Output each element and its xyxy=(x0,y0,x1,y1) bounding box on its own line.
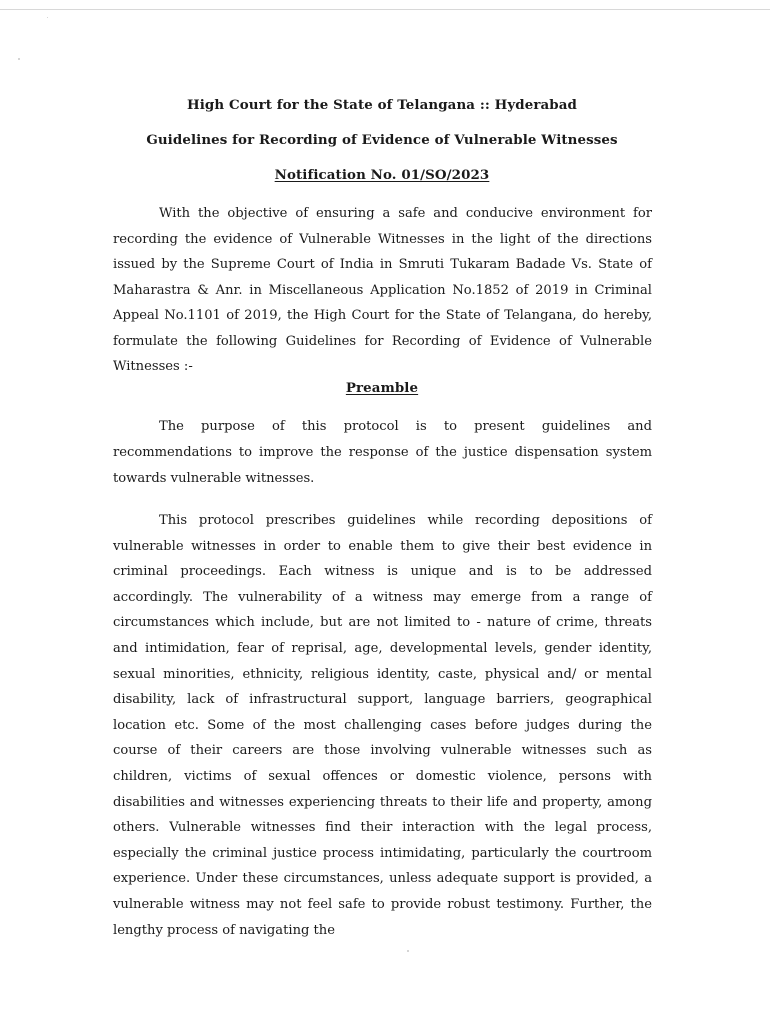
notification-number: Notification No. 01/SO/2023 xyxy=(274,167,490,183)
guidelines-title: Guidelines for Recording of Evidence of Vulnerable Witnesses xyxy=(146,132,618,148)
preamble-paragraph-1: The purpose of this protocol is to present guidelines and recommendations to improve the response of the justice dispensation system towards vulnerable witnesses. xyxy=(113,419,652,486)
preamble-paragraph-2: This protocol prescribes guidelines while recording depositions of vulnerable witnesses in order to enable them to give their best evidence in criminal proceedings. Each witness is unique and is to be addressed accordingly. The vulnerability of a witness may emerge from a range of circumstances which include, but are not limited to - nature of crime, threats and intimidation, fear of reprisal, age, developmental levels, gender identity, sexual minorities, ethnicity, religious identity, caste, physical and/ or mental disability, lack of infrastructural support, language barriers, geographical location etc. Some of the most challenging cases before judges during the course of their careers are those involving vulnerable witnesses such as children, victims of sexual offences or domestic violence, persons with disabilities and witnesses experiencing threats to their life and property, among others. Vulnerable witnesses find their interaction with the legal process, especially the criminal justice process intimidating, particularly the courtroom experience. Under these circumstances, unless adequate support is provided, a vulnerable witness may not feel safe to provide robust testimony. Further, the lengthy process of navigating the xyxy=(113,513,652,938)
scan-speck xyxy=(47,17,48,18)
scan-speck xyxy=(18,58,20,60)
court-title: High Court for the State of Telangana :: Hyderabad xyxy=(186,97,578,113)
intro-paragraph: With the objective of ensuring a safe and conducive environment for recording the evidence of Vulnerable Witnesses in the light of the directions issued by the Supreme Court of India in Smruti Tukaram Badade Vs. State of Maharastra & Anr. in Miscellaneous Application No.1852 of 2019 in Criminal Appeal No.1101 of 2019, the High Court for the State of Telangana, do hereby, formulate the following Guidelines for Recording of Evidence of Vulnerable Witnesses :- xyxy=(113,206,652,374)
scan-speck xyxy=(407,950,409,952)
scan-edge-line xyxy=(0,9,770,10)
preamble-heading: Preamble xyxy=(345,380,419,396)
